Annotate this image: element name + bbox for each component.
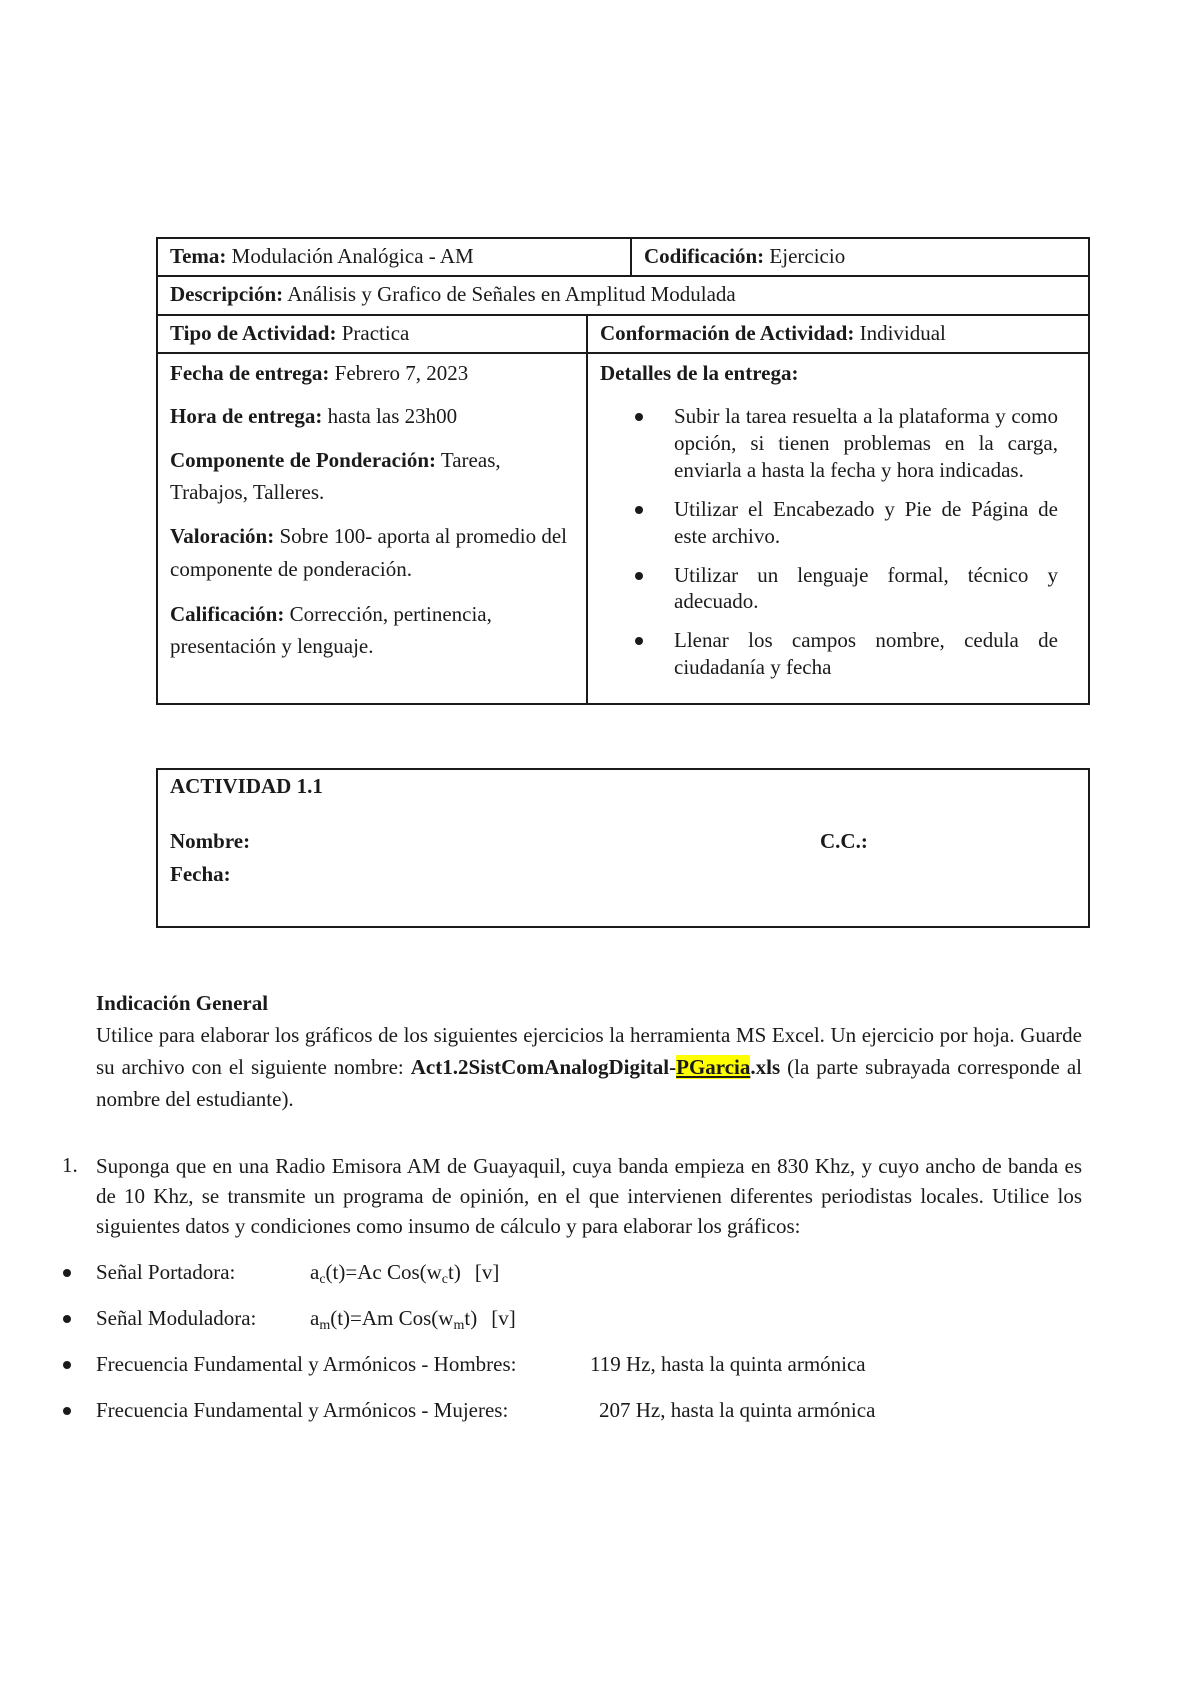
- list-item: [600, 627, 1058, 681]
- filename-highlight: PGarcia: [676, 1055, 751, 1080]
- tema-label: Tema:: [170, 244, 227, 268]
- bullet-icon: [635, 413, 643, 421]
- conformacion-cell: [586, 316, 1088, 352]
- signal-formula: $a_m(t)=Am$ $Cos(w_mt)$ [v]: [310, 1306, 516, 1334]
- valoracion-label: Valoración:: [170, 524, 275, 549]
- list-item: [96, 1345, 1082, 1391]
- list-item: [96, 1299, 1082, 1345]
- detalle-text: Subir la tarea resuelta a la plataforma y como opción, si tienen problemas en la carga, enviarla a hasta la fecha y hora indicadas.: [674, 404, 1058, 482]
- filename-ext: .xls: [750, 1055, 781, 1080]
- entrega-info-cell: [158, 354, 586, 703]
- signal-label: Señal Portadora:: [96, 1260, 236, 1285]
- bullet-icon: [63, 1315, 71, 1323]
- indicacion-title: Indicación General: [96, 991, 269, 1015]
- detalle-text: Llenar los campos nombre, cedula de ciudadanía y fecha: [674, 628, 1058, 680]
- tema-value: Modulación Analógica - AM: [231, 244, 474, 268]
- tema-cell: [158, 239, 630, 275]
- bullet-icon: [63, 1361, 71, 1369]
- componente-field: [170, 445, 576, 508]
- list-item: [96, 1253, 1082, 1299]
- codificacion-value: Ejercicio: [769, 244, 846, 268]
- conformacion-label: Conformación de Actividad:: [600, 320, 855, 345]
- table-row: [158, 275, 1088, 313]
- bullet-icon: [635, 637, 643, 645]
- fecha-entrega-label: Fecha de entrega:: [170, 360, 330, 385]
- detalles-cell: [586, 354, 1088, 703]
- exercise-text: Suponga que en una Radio Emisora AM de Guayaquil, cuya banda empieza en 830 Khz, y cuyo ancho de banda es de 10 Khz, se transmite un programa de opinión, en el que intervienen diferentes periodistas locales. Utilice los siguientes datos y condiciones como insumo de cálculo y para elaborar los gráficos:: [96, 1154, 1082, 1238]
- indicacion-text-before: Utilice para elaborar los gráficos de los siguientes ejercicios la herramienta MS Excel. Un ejercicio por hoja. Guarde su archivo con el siguiente nombre:: [96, 1023, 1082, 1080]
- exercise-1: [62, 1152, 1082, 1241]
- valoracion-field: [170, 520, 576, 585]
- filename-part1: Act1.2SistComAnalogDigital-: [410, 1055, 677, 1080]
- signal-label: Señal Moduladora:: [96, 1306, 257, 1331]
- signal-formula: $a_c(t)=Ac$ $Cos(w_ct)$ [v]: [310, 1260, 500, 1288]
- bullet-icon: [63, 1407, 71, 1415]
- componente-label: Componente de Ponderación:: [170, 448, 436, 473]
- fecha-entrega-value: Febrero 7, 2023: [334, 360, 469, 385]
- activity-info-table: [156, 237, 1090, 705]
- tipo-actividad-value: Practica: [341, 320, 410, 345]
- signal-value: 207 Hz, hasta la quinta armónica: [599, 1398, 876, 1423]
- signal-label: Frecuencia Fundamental y Armónicos - Hombres:: [96, 1352, 517, 1377]
- detalle-text: Utilizar un lenguaje formal, técnico y adecuado.: [674, 562, 1058, 614]
- exercise-number: 1.: [62, 1153, 78, 1178]
- calificacion-field: [170, 598, 576, 663]
- detalles-heading: [600, 360, 1058, 387]
- list-item: [600, 496, 1058, 550]
- fecha-entrega-field: [170, 360, 576, 387]
- hora-entrega-field: [170, 403, 576, 430]
- hora-entrega-value: hasta las 23h00: [327, 404, 458, 429]
- conformacion-value: Individual: [859, 320, 946, 345]
- tipo-actividad-cell: [158, 316, 586, 352]
- bullet-icon: [635, 572, 643, 580]
- tipo-actividad-label: Tipo de Actividad:: [170, 320, 337, 345]
- componente-value: Tareas, Trabajos, Talleres.: [170, 448, 501, 504]
- fecha-label: Fecha:: [170, 861, 231, 886]
- codificacion-label: Codificación:: [644, 244, 765, 268]
- calificacion-value: Corrección, pertinencia, presentación y lenguaje.: [170, 601, 492, 659]
- descripcion-cell: [158, 277, 746, 313]
- hora-entrega-label: Hora de entrega:: [170, 404, 323, 429]
- table-row: [158, 314, 1088, 352]
- list-item: [96, 1391, 1082, 1437]
- bullet-icon: [635, 506, 643, 514]
- activity-box: [156, 768, 1090, 928]
- activity-fields-row: [170, 828, 1076, 855]
- bullet-icon: [63, 1269, 71, 1277]
- codificacion-cell: [630, 239, 1088, 275]
- signal-value: 119 Hz, hasta la quinta armónica: [590, 1352, 866, 1377]
- signal-label: Frecuencia Fundamental y Armónicos - Mujeres:: [96, 1398, 509, 1423]
- detalle-text: Utilizar el Encabezado y Pie de Página de este archivo.: [674, 496, 1058, 548]
- indicacion-text: [96, 1020, 1082, 1116]
- cc-label: C.C.:: [820, 829, 868, 854]
- detalles-list: [600, 403, 1058, 681]
- detalles-label: Detalles de la entrega:: [600, 360, 799, 385]
- table-row: [158, 352, 1088, 703]
- nombre-label: Nombre:: [170, 829, 251, 854]
- indicacion-text-after: (la parte subrayada corresponde al nombre del estudiante).: [96, 1055, 1083, 1112]
- list-item: [600, 562, 1058, 616]
- list-item: [600, 403, 1058, 484]
- valoracion-value: Sobre 100- aporta al promedio del componente de ponderación.: [170, 524, 567, 582]
- activity-title: ACTIVIDAD 1.1: [170, 774, 323, 798]
- signal-list: [96, 1253, 1082, 1437]
- calificacion-label: Calificación:: [170, 601, 285, 626]
- descripcion-value: Análisis y Grafico de Señales en Amplitud Modulada: [287, 282, 736, 307]
- table-row: [158, 239, 1088, 275]
- descripcion-label: Descripción:: [170, 282, 284, 307]
- document-body: [62, 990, 1083, 1437]
